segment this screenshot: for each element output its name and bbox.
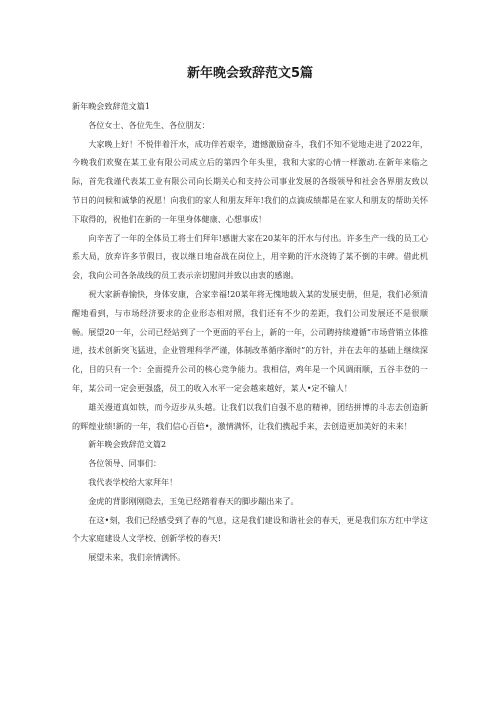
salutation: 各位女士、各位先生、各位朋友： <box>88 119 210 130</box>
body-paragraph: 展望未来，我们亲情满怀。 <box>88 552 186 563</box>
body-paragraph: 在这•刻，我们已经感受到了春的气息，这是我们建设和谐社会的春天，更是我们东方红中学这个大家庭建设人文学校、创新学校的春天! <box>72 514 428 544</box>
body-paragraph: 向辛苦了一年的全体员工将士们拜年!感谢大家在20某年的汗水与付出。许多生产一线的员工心系大局，放弃许多节假日，夜以继日地奋战在岗位上，用辛勤的汗水浇铸了某不倒的丰碑。借此机会，我向公司各条战线的员工表示亲切慰问并致以由衷的感谢。 <box>72 232 428 281</box>
document-title: 新年晚会致辞范文5篇 <box>186 66 314 81</box>
salutation: 各位领导、同事们： <box>88 458 162 469</box>
body-paragraph: 金虎的背影刚刚隐去，玉兔已经踏着春天的脚步蹦出来了。 <box>88 495 299 506</box>
body-paragraph: 我代表学校给大家拜年！ <box>88 476 178 487</box>
body-paragraph: 祝大家新春愉快，身体安康，合家幸福!20某年将无愧地载入某的发展史册，但是，我们必须清醒地看到，与市场经济要求的企业形态相对照，我们还有不少的差距，我们公司发展还不是很顺畅。展望20一年，公司已经站到了一个更面的平台上，新的一年，公司聘持续遵循“市场营销立体推进，技术创新突飞猛进，企业管理科学严谨，体制改革循序渐时”的方针，并在去年的基础上继续深化，目的只有一个：全面提升公司的核心竞争能力。我相信，鸡年是一个风调雨顺，五谷丰登的一年，某公司一定会更强盛，员工的收入水平一定会越来越好，某人•定不输人！ <box>72 288 428 393</box>
body-paragraph: 大家晚上好！不悦伴着汗水，成功伴若艰辛，遗憾激励奋斗，我们不知不觉地走进了2022年，今晚我们欢聚在某工业有限公司成立后的第四个年头里，我和大家的心情一样激动.在新年来临之际，首先我谨代表某工业有限公司向长期关心和支持公司事业发展的各级领导和社会各界朋友致以节日的问候和诚挚的祝愿！向我们的家人和朋友拜年!我们的点滴成绩都是在家人和朋友的帮助关怀下取得的，祝他们在新的一年里身体健康、心想事成！ <box>72 138 428 224</box>
section-heading: 新年晚会致辞范文篇1 <box>72 101 150 111</box>
body-paragraph: 雄关漫道真如铁，而今迈步从头越。让我们以我们自强不息的精神，团结拼博的斗志去创造新的辉煌业绩!新的一年，我们信心百倍•，激情满怀，让我们携起手来，去创造更加美好的未来！ <box>72 401 428 431</box>
section-heading: 新年晚会致辞范文篇2 <box>88 439 167 450</box>
